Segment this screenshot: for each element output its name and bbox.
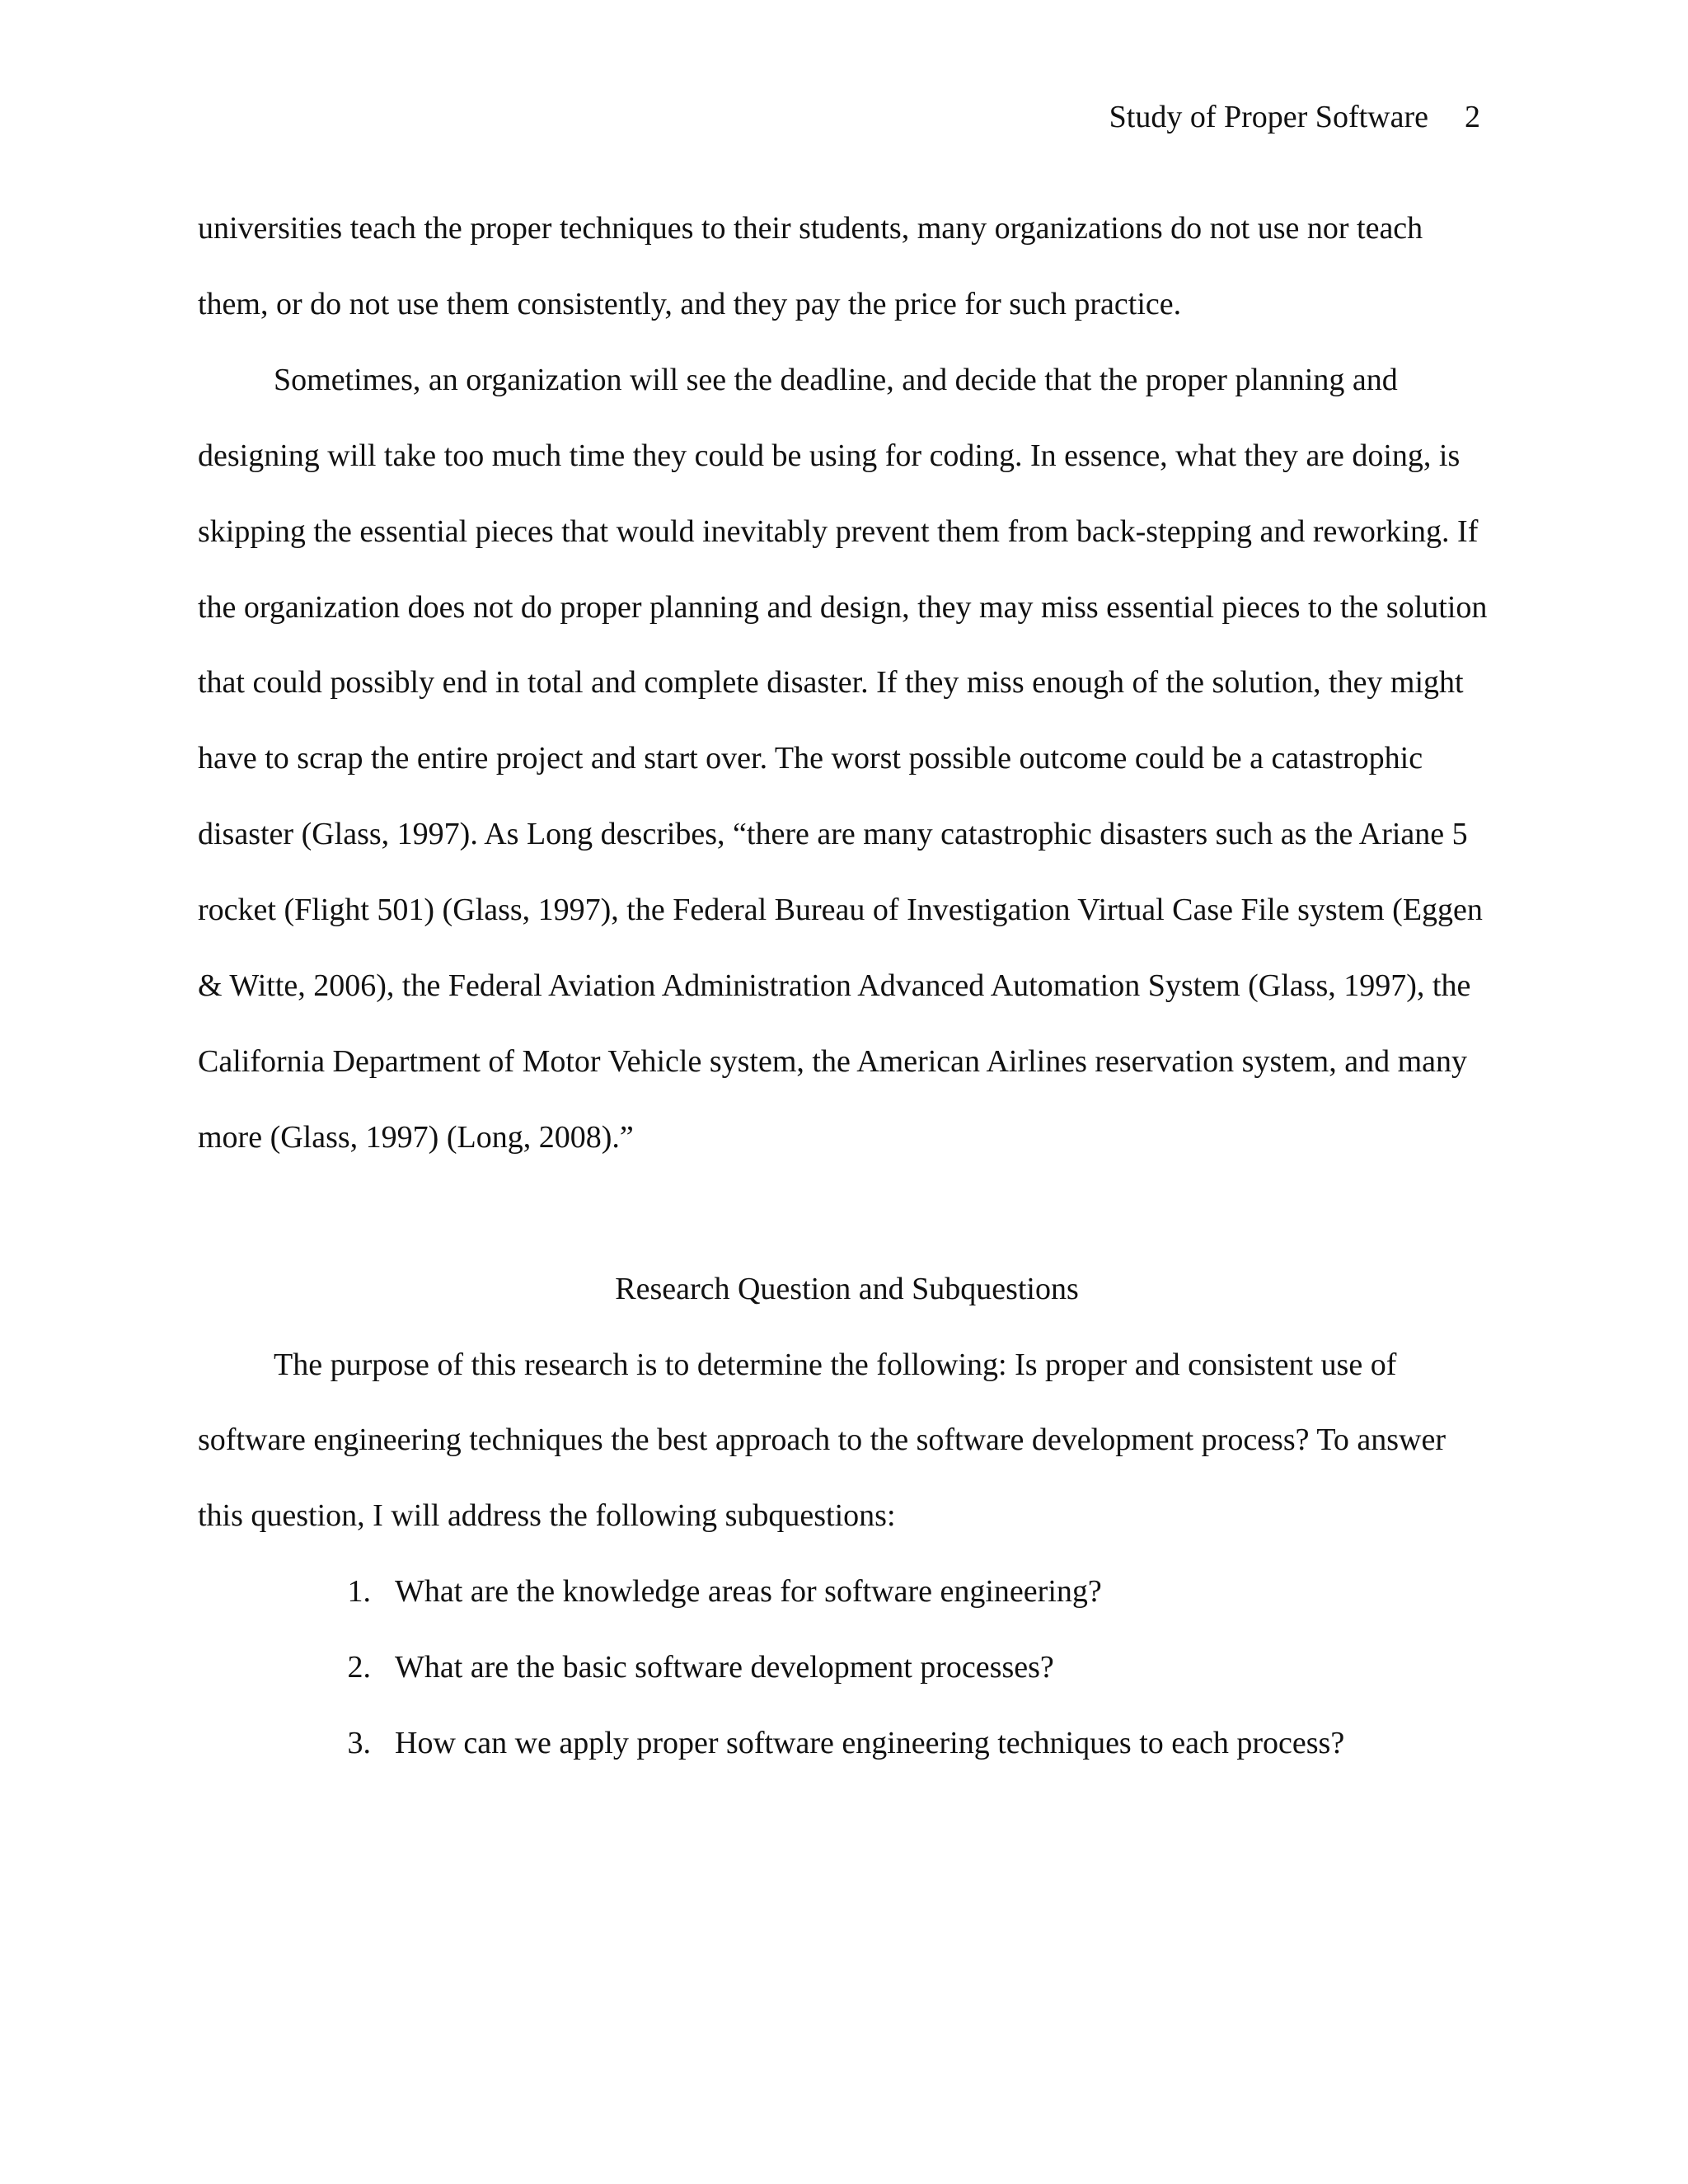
list-item-number: 3. bbox=[347, 1726, 371, 1761]
body-paragraph-disasters: Sometimes, an organization will see the deadline, and decide that the proper planning and designing will take too much time they could be using for coding. In essence, what they are doing, is skipping the essential pieces that would inevitably prevent them from back-stepping and reworking. If the organization does not do proper planning and design, they may miss essential pieces to the solution that could possibly end in total and complete disaster. If they miss enough of the solution, they might have to scrap the entire project and start over. The worst possible outcome could be a catastrophic disaster (Glass, 1997). As Long describes, “there are many catastrophic disasters such as the Ariane 5 rocket (Flight 501) (Glass, 1997), the Federal Bureau of Investigation Virtual Case File system (Eggen & Witte, 2006), the Federal Aviation Administration Advanced Automation System (Glass, 1997), the California Department of Motor Vehicle system, the American Airlines reservation system, and many more (Glass, 1997) (Long, 2008).” bbox=[198, 362, 1488, 1155]
page-number: 2 bbox=[1465, 100, 1480, 134]
body-paragraph-continued: universities teach the proper techniques to their students, many organizations do not use nor teach them, or do not use them consistently, and they pay the price for such practice. bbox=[198, 211, 1423, 321]
list-item-number: 2. bbox=[347, 1650, 371, 1685]
document-body bbox=[198, 191, 1496, 1782]
list-item bbox=[320, 1706, 1496, 1782]
running-head bbox=[1109, 95, 1480, 139]
research-purpose-paragraph: The purpose of this research is to determine the following: Is proper and consistent use of software engineering techniques the best approach to the software development process? To answer this question, I will address the following subquestions: bbox=[198, 1347, 1446, 1534]
list-item-text: What are the knowledge areas for software engineering? bbox=[395, 1574, 1102, 1610]
list-item-text: How can we apply proper software engineering techniques to each process? bbox=[395, 1726, 1345, 1761]
list-item bbox=[320, 1554, 1496, 1630]
section-heading: Research Question and Subquestions bbox=[615, 1271, 1079, 1306]
running-head-title: Study of Proper Software bbox=[1109, 100, 1428, 134]
list-item-text: What are the basic software development processes? bbox=[395, 1650, 1054, 1685]
list-item-number: 1. bbox=[347, 1574, 371, 1610]
list-item bbox=[320, 1630, 1496, 1706]
subquestions-list bbox=[198, 1554, 1496, 1782]
